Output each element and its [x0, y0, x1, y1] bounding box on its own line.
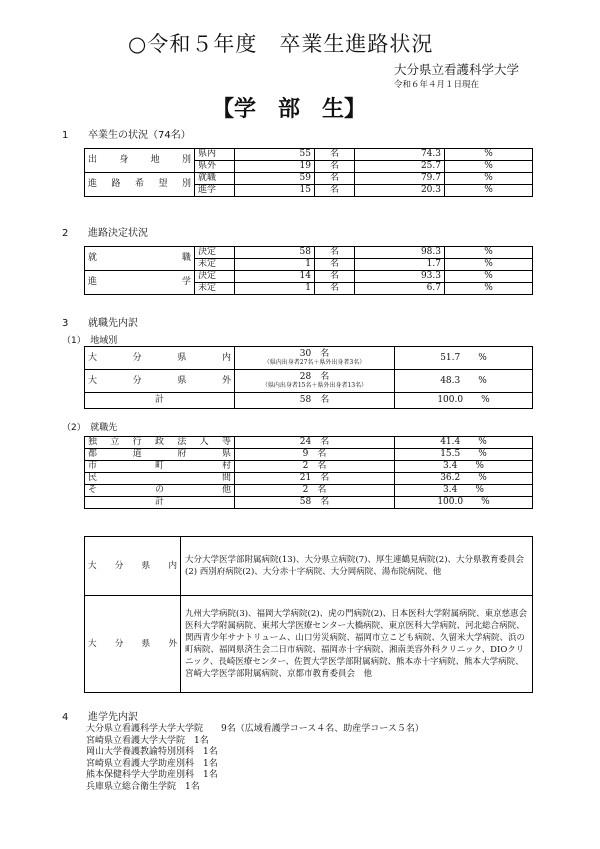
percent-value: 51.7: [440, 352, 461, 363]
employer-label: その他: [85, 485, 235, 497]
count-value: 9: [302, 449, 309, 459]
percent-unit: %: [445, 185, 533, 197]
total-percent-cell: [395, 393, 533, 409]
percent-unit: %: [478, 449, 487, 459]
percent-value: 100.0: [437, 395, 464, 405]
section-1-heading: [62, 126, 191, 141]
count-value: 55: [235, 149, 315, 161]
employment-destinations-table: [84, 536, 533, 693]
percent-value: 93.3: [355, 271, 445, 283]
percent-cell: [395, 437, 533, 449]
table-row: [85, 485, 533, 497]
count-value: 15: [235, 185, 315, 197]
destination-list: 大分大学医学部附属病院(13)、大分県立病院(7)、厚生連鶴見病院(2)、大分県教育委員会 (2) 西別府病院(2)、大分赤十字病院、大分岡病院、湯布院病院、他: [181, 537, 533, 596]
count-unit: 名: [315, 161, 355, 173]
count-cell: [235, 461, 395, 473]
percent-cell: [395, 461, 533, 473]
table-row: [85, 473, 533, 485]
percent-unit: %: [475, 461, 484, 471]
table-row: [85, 271, 533, 283]
table-row: [85, 449, 533, 461]
count-unit: 名: [315, 149, 355, 161]
count-unit: 名: [320, 473, 330, 483]
region-count-cell: [235, 347, 395, 370]
count-unit: 名: [317, 461, 327, 471]
section-title: 進学先内訳: [88, 712, 138, 723]
count-value: 2: [302, 485, 309, 495]
row-label: 進学: [195, 185, 235, 197]
percent-cell: [395, 473, 533, 485]
table-row: [85, 537, 533, 596]
section-number: 3: [62, 318, 69, 329]
table-row: [85, 393, 533, 409]
table-row: [85, 596, 533, 693]
count-value: 21: [299, 473, 312, 483]
percent-unit: %: [475, 485, 484, 495]
table-row: [85, 461, 533, 473]
employer-label: 市町村: [85, 461, 235, 473]
origin-breakdown-note: （県内出身者27名＋県外出身者3名）: [263, 359, 366, 366]
section-title: 就職先内訳: [88, 318, 138, 329]
percent-unit: %: [478, 375, 487, 386]
percent-value: 36.2: [440, 473, 461, 483]
count-unit: 名: [315, 271, 355, 283]
list-item: 大分県立看護科学大学大学院 9名（広域看護学コース４名、助産学コース５名）: [86, 724, 424, 734]
total-label: 計: [85, 497, 235, 509]
count-unit: 名: [315, 259, 355, 271]
percent-unit: %: [445, 161, 533, 173]
row-label: 決定: [195, 247, 235, 259]
percent-value: 48.3: [440, 375, 461, 386]
region-table: [84, 346, 533, 409]
region-count-cell: [235, 370, 395, 393]
total-count-cell: [235, 497, 395, 509]
region-percent-cell: [395, 347, 533, 370]
count-unit: 名: [315, 185, 355, 197]
percent-unit: %: [481, 395, 490, 405]
list-item: 宮崎県立看護大学助産別科 1名: [86, 758, 218, 769]
section-number: 2: [62, 228, 69, 239]
total-count-cell: [235, 393, 395, 409]
count-value: 2: [302, 461, 309, 471]
organization-name: 大分県立看護科学大学: [394, 62, 520, 77]
percent-unit: %: [478, 437, 487, 447]
origin-breakdown-note: （県内出身者15名＋県外出身者13名）: [261, 382, 368, 389]
section-2-heading: [62, 224, 148, 239]
row-group-label: 進路希望別: [85, 173, 195, 197]
subsection-region-heading: （1） 地域別: [62, 336, 118, 346]
region-percent-cell: [395, 370, 533, 393]
count-cell: [235, 473, 395, 485]
row-label: 未定: [195, 259, 235, 271]
percent-unit: %: [445, 247, 533, 259]
count-cell: [235, 449, 395, 461]
row-label: 決定: [195, 271, 235, 283]
percent-value: 100.0: [437, 497, 464, 507]
percent-value: 98.3: [355, 247, 445, 259]
section-4-heading: [62, 708, 138, 723]
row-group-label: 就職: [85, 247, 195, 271]
count-unit: 名: [320, 395, 330, 405]
table-row: [85, 173, 533, 185]
percent-unit: %: [481, 497, 490, 507]
section-number: 1: [62, 130, 69, 141]
percent-value: 3.4: [443, 461, 458, 471]
percent-value: 15.5: [440, 449, 461, 459]
list-item: 兵庫県立総合衛生学院 1名: [86, 781, 200, 792]
count-unit: 名: [315, 173, 355, 185]
count-value: 14: [235, 271, 315, 283]
section-title: 進路決定状況: [88, 228, 148, 239]
destination-list: 九州大学病院(3)、福岡大学病院(2)、虎の門病院(2)、日本医科大学附属病院、東京慈恵会医科大学附属病院、東邦大学医療センター大橋病院、東京医科大学病院、河北総合病院、関西青少年サナトリューム、山口労災病院、福岡市立こども病院、久留米大学病院、浜の町病院、福岡県済生会二日市病院、福岡赤十字病院、湘南美容外科クリニック、DIOクリニック、長崎医療センター、佐賀大学医学部附属病院、熊本赤十字病院、熊本大学病院、宮崎大学医学部附属病院、京都市教育委員会 他: [181, 596, 533, 693]
list-item: 熊本保健科学大学助産別科 1名: [86, 770, 218, 781]
count-cell: [235, 437, 395, 449]
subsection-employer-heading: （2） 就職先: [62, 423, 118, 433]
table-row: [85, 497, 533, 509]
count-unit: 名: [320, 372, 330, 382]
as-of-date: 令和６年４月１日現在: [394, 80, 480, 90]
percent-unit: %: [445, 173, 533, 185]
table-row: [85, 149, 533, 161]
row-group-label: 進学: [85, 271, 195, 295]
employer-label: 都道府県: [85, 449, 235, 461]
count-value: 24: [299, 437, 312, 447]
count-value: 58: [299, 497, 312, 507]
percent-unit: %: [445, 259, 533, 271]
percent-unit: %: [445, 271, 533, 283]
page-title: ○令和５年度 卒業生進路状況: [128, 32, 434, 56]
list-item: 岡山大学養護教諭特別別科 1名: [86, 747, 218, 758]
percent-unit: %: [478, 352, 487, 363]
section-title: 卒業生の状況（74名）: [88, 130, 191, 141]
percent-value: 74.3: [355, 149, 445, 161]
percent-unit: %: [478, 473, 487, 483]
destination-region-label: 大分県外: [85, 596, 181, 693]
count-value: 30: [299, 349, 312, 359]
total-percent-cell: [395, 497, 533, 509]
table-row: [85, 370, 533, 393]
percent-cell: [395, 485, 533, 497]
count-value: 58: [299, 395, 312, 405]
percent-unit: %: [445, 149, 533, 161]
employer-type-table: [84, 436, 533, 509]
count-unit: 名: [320, 497, 330, 507]
section-3-heading: [62, 314, 138, 329]
percent-cell: [395, 449, 533, 461]
employer-label: 独立行政法人等: [85, 437, 235, 449]
advancement-list: [86, 724, 424, 794]
count-unit: 名: [315, 247, 355, 259]
percent-value: 20.3: [355, 185, 445, 197]
total-label: 計: [85, 393, 235, 409]
count-unit: 名: [317, 449, 327, 459]
graduate-status-table: [84, 148, 533, 197]
row-group-label: 出身地別: [85, 149, 195, 173]
percent-value: 1.7: [355, 259, 445, 271]
table-row: [85, 247, 533, 259]
undergraduate-heading: 【学 部 生】: [212, 96, 367, 122]
section-number: 4: [62, 712, 69, 723]
percent-value: 41.4: [440, 437, 461, 447]
count-unit: 名: [315, 283, 355, 295]
count-value: 1: [235, 259, 315, 271]
region-label: 大分県外: [85, 370, 235, 393]
count-unit: 名: [320, 437, 330, 447]
table-row: [85, 437, 533, 449]
count-unit: 名: [320, 349, 330, 359]
count-unit: 名: [317, 485, 327, 495]
row-label: 未定: [195, 283, 235, 295]
count-value: 59: [235, 173, 315, 185]
percent-value: 79.7: [355, 173, 445, 185]
table-row: [85, 347, 533, 370]
count-value: 28: [299, 372, 312, 382]
count-value: 1: [235, 283, 315, 295]
row-label: 県外: [195, 161, 235, 173]
list-item: 宮崎県立看護大学大学院 1名: [86, 735, 209, 746]
count-value: 19: [235, 161, 315, 173]
career-decision-table: [84, 246, 533, 295]
count-cell: [235, 485, 395, 497]
row-label: 県内: [195, 149, 235, 161]
row-label: 就職: [195, 173, 235, 185]
percent-value: 3.4: [443, 485, 458, 495]
count-value: 58: [235, 247, 315, 259]
region-label: 大分県内: [85, 347, 235, 370]
percent-unit: %: [445, 283, 533, 295]
destination-region-label: 大分県内: [85, 537, 181, 596]
percent-value: 6.7: [355, 283, 445, 295]
percent-value: 25.7: [355, 161, 445, 173]
employer-label: 民間: [85, 473, 235, 485]
